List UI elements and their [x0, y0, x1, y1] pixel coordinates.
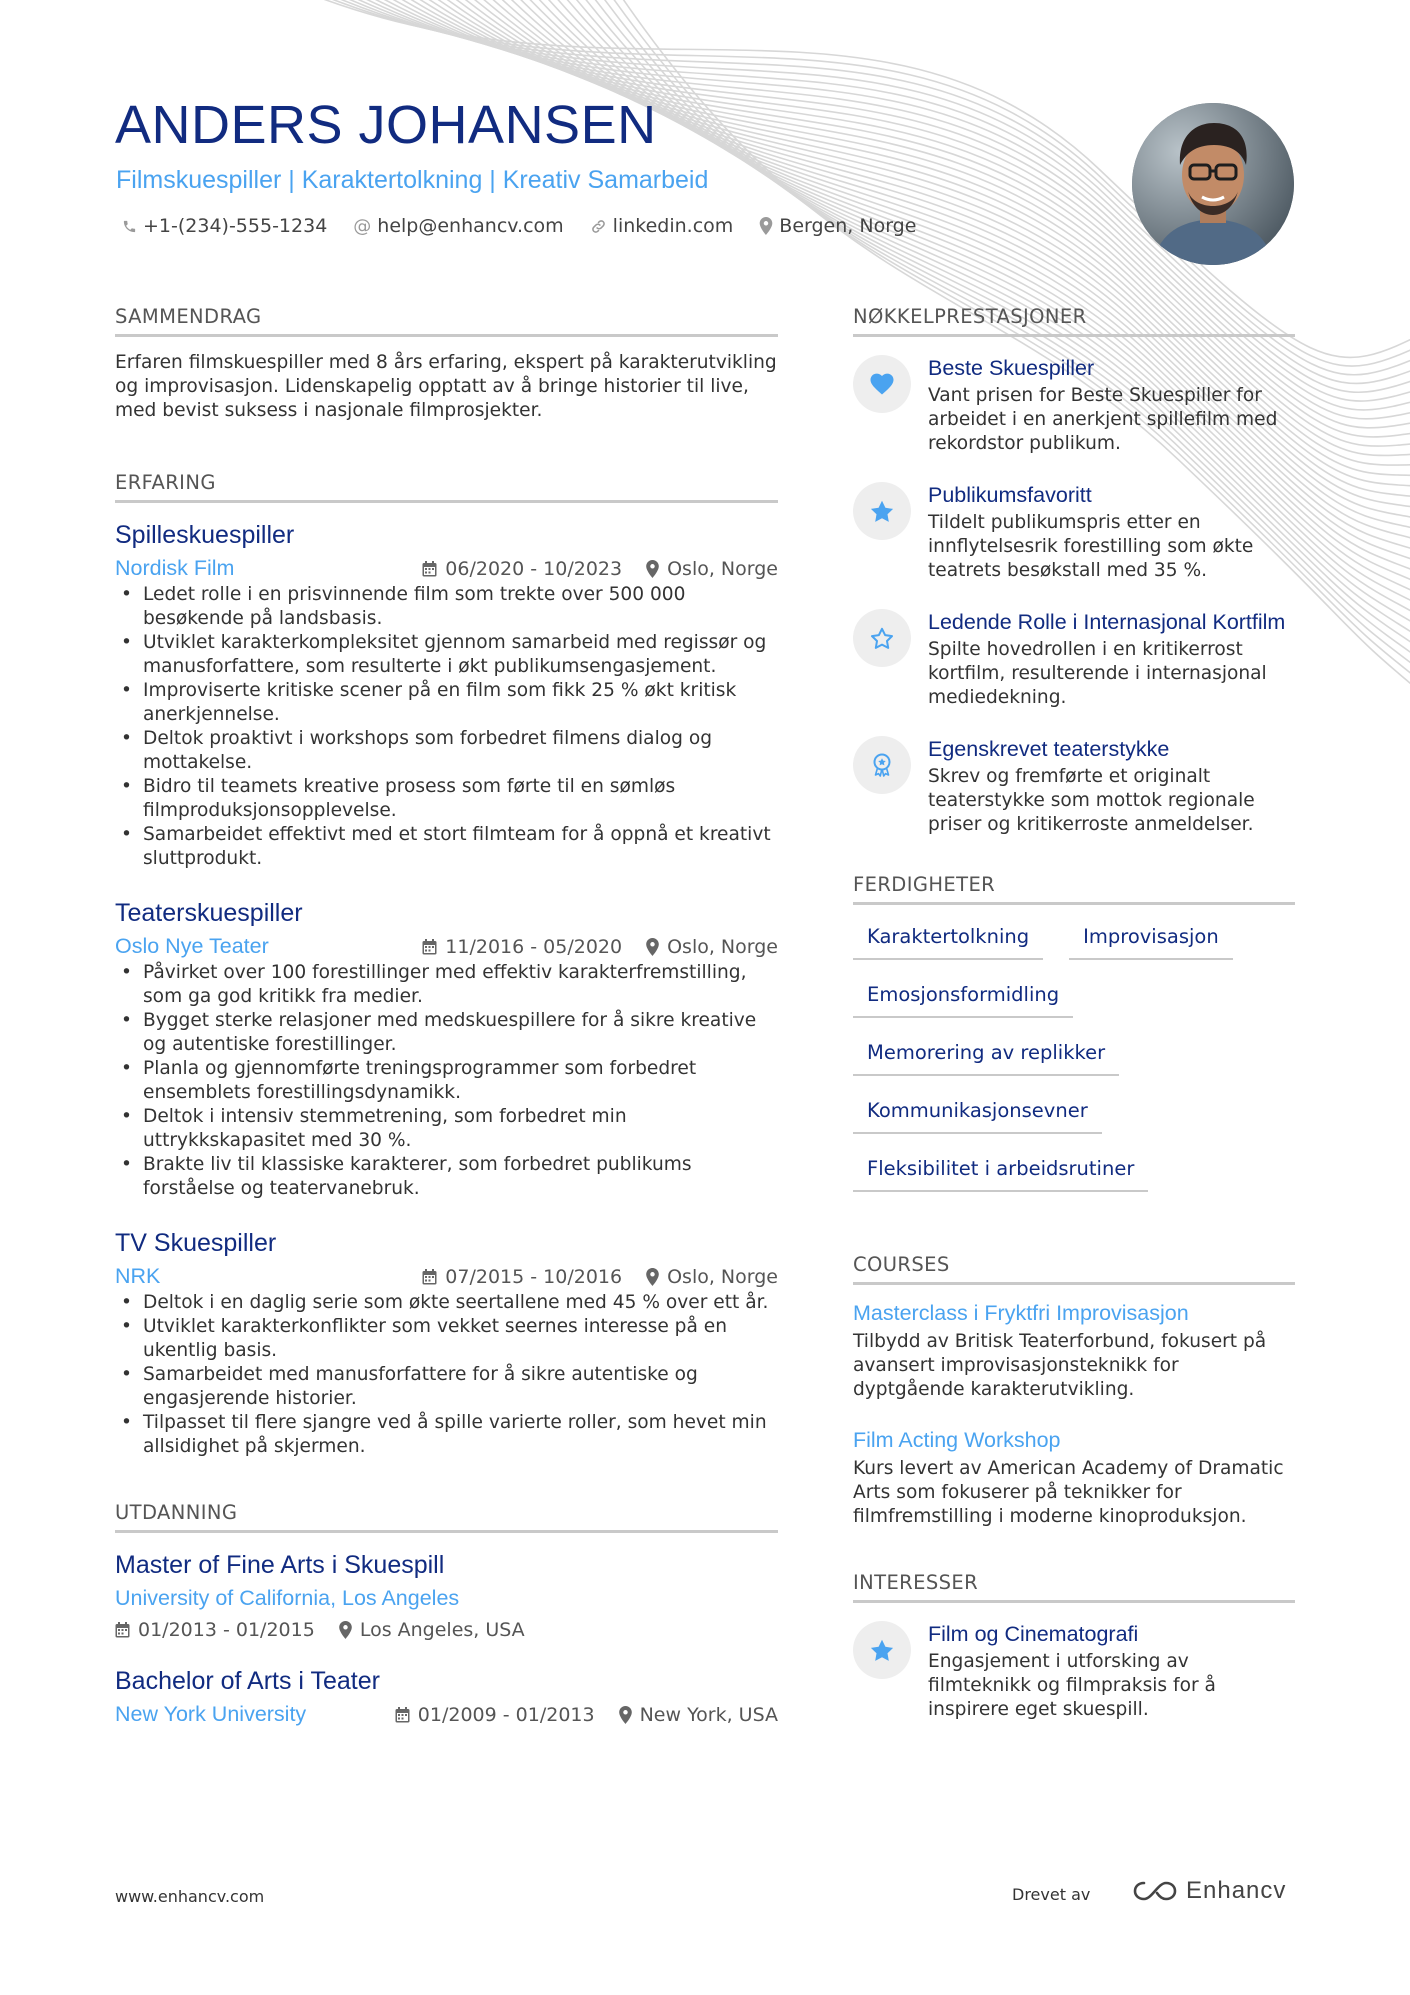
- school-name: New York University: [115, 1702, 307, 1726]
- achievement-title: Egenskrevet teaterstykke: [928, 737, 1170, 761]
- bullet-item: • Ledet rolle i en prisvinnende film som trekte over 500 000 besøkende på landsbasis.: [115, 583, 778, 631]
- education-location: New York, USA: [639, 1703, 778, 1726]
- interests-section: [853, 1571, 1295, 1722]
- bullet-item: • Planla og gjennomførte treningsprogrammer som forbedret ensemblets forestillingsdynamikk.: [115, 1057, 778, 1105]
- education-location: Los Angeles, USA: [359, 1619, 525, 1641]
- education-entry: [115, 1551, 778, 1641]
- company-name: NRK: [115, 1264, 161, 1288]
- job-location: Oslo, Norge: [667, 935, 778, 958]
- company-name: Nordisk Film: [115, 556, 235, 580]
- contact-linkedin-text: linkedin.com: [612, 215, 734, 237]
- achievement-item: [853, 609, 1295, 710]
- bullet-item: • Deltok i en daglig serie som økte seertallene med 45 % over ett år.: [115, 1291, 778, 1315]
- tagline: Filmskuespiller | Karaktertolkning | Kreativ Samarbeid: [116, 166, 709, 194]
- job-bullets: [115, 583, 778, 871]
- location-icon: [646, 560, 659, 578]
- achievement-item: [853, 355, 1295, 456]
- location-icon: [339, 1621, 352, 1639]
- courses-section: [853, 1253, 1295, 1529]
- achievement-text: Spilte hovedrollen i en kritikerrost kortfilm, resulterende i internasjonal mediedekning.: [928, 639, 1267, 708]
- contact-email[interactable]: [353, 215, 563, 237]
- course-item: [853, 1428, 1295, 1529]
- calendar-icon: [422, 561, 437, 577]
- job-entry: [115, 521, 778, 871]
- degree-title: Bachelor of Arts i Teater: [115, 1667, 380, 1695]
- interests-heading: INTERESSER: [853, 1571, 1295, 1603]
- achievement-title: Publikumsfavoritt: [928, 483, 1092, 507]
- star-icon: [853, 482, 911, 540]
- skill-tag: Emosjonsformidling: [853, 977, 1073, 1018]
- interest-item: [853, 1621, 1295, 1722]
- job-bullets: [115, 961, 778, 1201]
- job-location: Oslo, Norge: [667, 1265, 778, 1288]
- footer-url[interactable]: www.enhancv.com: [115, 1887, 265, 1906]
- link-icon: [590, 218, 607, 235]
- bullet-item: • Bidro til teamets kreative prosess som førte til en sømløs filmproduksjonsopplevelse.: [115, 775, 778, 823]
- experience-heading: ERFARING: [115, 471, 778, 503]
- enhancv-logo[interactable]: [1132, 1877, 1286, 1905]
- calendar-icon: [422, 1269, 437, 1285]
- contact-email-text: help@enhancv.com: [377, 215, 564, 237]
- skill-tag: Memorering av replikker: [853, 1035, 1119, 1076]
- course-title: Film Acting Workshop: [853, 1428, 1061, 1452]
- job-dates: 06/2020 - 10/2023: [445, 557, 623, 580]
- courses-heading: COURSES: [853, 1253, 1295, 1285]
- summary-section: [115, 305, 778, 423]
- achievement-text: Skrev og fremførte et originalt teaterstykke som mottok regionale priser og kritikerroste anmeldelser.: [928, 766, 1255, 835]
- bullet-item: • Utviklet karakterkonflikter som vekket seernes interesse på en ukentlig basis.: [115, 1315, 778, 1363]
- skill-tag: Fleksibilitet i arbeidsrutiner: [853, 1151, 1148, 1192]
- education-section: [115, 1501, 778, 1727]
- location-icon: [759, 217, 773, 235]
- achievement-item: [853, 482, 1295, 583]
- experience-section: [115, 471, 778, 1459]
- job-dates: 11/2016 - 05/2020: [445, 935, 623, 958]
- location-icon: [646, 1268, 659, 1286]
- bullet-item: • Improviserte kritiske scener på en film som fikk 25 % økt kritisk anerkjennelse.: [115, 679, 778, 727]
- job-dates: 07/2015 - 10/2016: [445, 1265, 623, 1288]
- calendar-icon: [115, 1622, 130, 1638]
- achievement-item: [853, 736, 1295, 837]
- summary-text: Erfaren filmskuespiller med 8 års erfaring, ekspert på karakterutvikling og improvisasjon. Lidenskapelig opptatt av å bringe historier til live, med bevist suksess i nasjonale filmprosjekter.: [115, 352, 777, 421]
- phone-icon: [122, 219, 137, 234]
- company-name: Oslo Nye Teater: [115, 934, 269, 958]
- interest-title: Film og Cinematografi: [928, 1622, 1139, 1646]
- achievements-heading: NØKKELPRESTASJONER: [853, 305, 1295, 337]
- footer-powered-by: Drevet av: [1012, 1885, 1091, 1904]
- contact-location: [759, 215, 916, 237]
- bullet-item: • Samarbeidet effektivt med et stort filmteam for å oppnå et kreativt sluttprodukt.: [115, 823, 778, 871]
- achievement-text: Vant prisen for Beste Skuespiller for arbeidet i en anerkjent spillefilm med rekordstor publikum.: [928, 385, 1278, 454]
- candidate-name: ANDERS JOHANSEN: [115, 95, 657, 155]
- profile-photo: [1132, 103, 1294, 265]
- skill-tag: Improvisasjon: [1069, 919, 1233, 960]
- star-outline-icon: [853, 609, 911, 667]
- skills-heading: FERDIGHETER: [853, 873, 1295, 905]
- achievement-title: Ledende Rolle i Internasjonal Kortfilm: [928, 610, 1286, 634]
- contact-phone-text: +1-(234)-555-1234: [143, 215, 328, 237]
- school-name: University of California, Los Angeles: [115, 1586, 460, 1610]
- location-icon: [646, 938, 659, 956]
- achievements-section: [853, 305, 1295, 837]
- bullet-item: • Påvirket over 100 forestillinger med effektiv karakterfremstilling, som ga god kritikk fra medier.: [115, 961, 778, 1009]
- location-icon: [619, 1706, 632, 1724]
- course-text: Tilbydd av Britisk Teaterforbund, fokusert på avansert improvisasjonsteknikk for dyptgående karakterutvikling.: [853, 1331, 1267, 1400]
- heart-icon: [853, 355, 911, 413]
- calendar-icon: [395, 1707, 410, 1723]
- star-icon: [853, 1621, 911, 1679]
- infinity-logo-icon: [1132, 1879, 1178, 1903]
- left-column: [115, 305, 778, 1729]
- contact-linkedin[interactable]: [590, 215, 734, 237]
- skill-tag: Kommunikasjonsevner: [853, 1093, 1102, 1134]
- job-entry: [115, 1229, 778, 1459]
- calendar-icon: [422, 939, 437, 955]
- education-dates: 01/2013 - 01/2015: [138, 1619, 315, 1641]
- course-item: [853, 1301, 1295, 1402]
- job-bullets: [115, 1291, 778, 1459]
- job-title: Spilleskuespiller: [115, 521, 295, 549]
- job-entry: [115, 899, 778, 1201]
- bullet-item: • Utviklet karakterkompleksitet gjennom samarbeid med regissør og manusforfattere, som resulterte i økt publikumsengasjement.: [115, 631, 778, 679]
- summary-heading: SAMMENDRAG: [115, 305, 778, 337]
- bullet-item: • Bygget sterke relasjoner med medskuespillere for å sikre kreative og autentiske forestillinger.: [115, 1009, 778, 1057]
- degree-title: Master of Fine Arts i Skuespill: [115, 1551, 445, 1579]
- contact-phone[interactable]: [122, 215, 327, 237]
- education-dates: 01/2009 - 01/2013: [417, 1703, 595, 1726]
- skills-section: [853, 873, 1295, 1209]
- bullet-item: • Deltok proaktivt i workshops som forbedret filmens dialog og mottakelse.: [115, 727, 778, 775]
- education-entry: [115, 1667, 778, 1727]
- education-heading: UTDANNING: [115, 1501, 778, 1533]
- achievement-text: Tildelt publikumspris etter en innflytelsesrik forestilling som økte teatrets besøkstall med 35 %.: [928, 512, 1254, 581]
- bullet-item: • Brakte liv til klassiske karakterer, som forbedret publikums forståelse og teatervanebruk.: [115, 1153, 778, 1201]
- skill-tag: Karaktertolkning: [853, 919, 1043, 960]
- achievement-title: Beste Skuespiller: [928, 356, 1095, 380]
- job-title: Teaterskuespiller: [115, 899, 303, 927]
- course-text: Kurs levert av American Academy of Dramatic Arts som fokuserer på teknikker for filmfremstilling i moderne kinoproduksjon.: [853, 1458, 1284, 1527]
- bullet-item: • Deltok i intensiv stemmetrening, som forbedret min uttrykkskapasitet med 30 %.: [115, 1105, 778, 1153]
- right-column: [853, 305, 1295, 1748]
- footer-brand: Enhancv: [1186, 1877, 1287, 1904]
- skills-list: [853, 919, 1295, 1209]
- at-icon: @: [353, 215, 372, 237]
- interest-text: Engasjement i utforsking av filmteknikk og filmpraksis for å inspirere eget skuespill.: [928, 1651, 1216, 1720]
- contact-location-text: Bergen, Norge: [779, 215, 917, 237]
- bullet-item: • Samarbeidet med manusforfattere for å sikre autentiske og engasjerende historier.: [115, 1363, 778, 1411]
- contact-row: [122, 215, 942, 237]
- bullet-item: • Tilpasset til flere sjangre ved å spille varierte roller, som hevet min allsidighet på skjermen.: [115, 1411, 778, 1459]
- job-location: Oslo, Norge: [667, 557, 778, 580]
- course-title: Masterclass i Fryktfri Improvisasjon: [853, 1301, 1189, 1325]
- job-title: TV Skuespiller: [115, 1229, 277, 1257]
- award-icon: [853, 736, 911, 794]
